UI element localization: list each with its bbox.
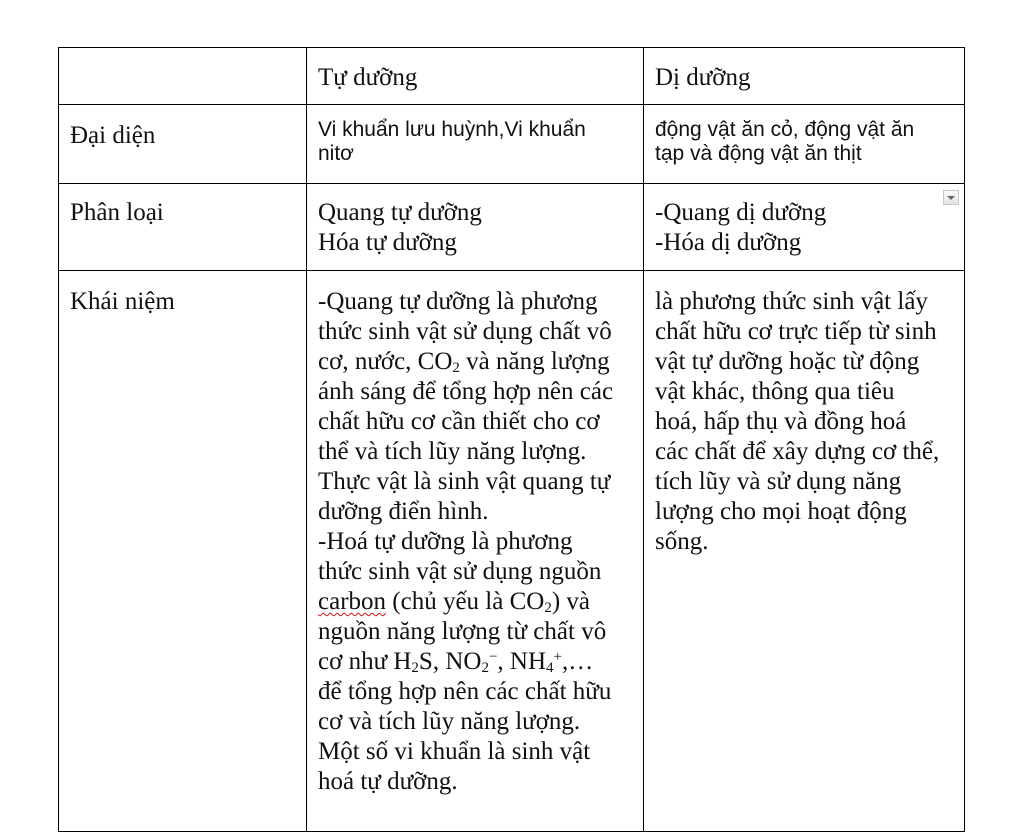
text-line: cơ, nước, $CO_2$ và năng lượng <box>318 348 610 376</box>
text-line: carbon (chủ yếu là $CO_2$) và <box>318 588 590 616</box>
row-label-representative: Đại diện <box>70 122 156 149</box>
header-heterotrophy: Dị dưỡng <box>655 64 751 91</box>
text-line: thức sinh vật sử dụng nguồn <box>318 558 602 585</box>
cell-classification-autotrophy <box>307 184 644 271</box>
spellcheck-word[interactable]: carbon <box>318 588 387 615</box>
header-cell-empty <box>59 48 307 105</box>
text-line: vật tự dưỡng hoặc từ động <box>655 348 920 375</box>
text-line: dưỡng điển hình. <box>318 498 489 525</box>
text-line: ánh sáng để tổng hợp nên các <box>318 378 614 405</box>
text-line: -Quang tự dưỡng là phương <box>318 288 598 315</box>
text-line: tạp và động vật ăn thịt <box>655 142 862 165</box>
table-row-classification <box>59 184 965 271</box>
text-line: Quang tự dưỡng <box>318 199 482 226</box>
text-line: nitơ <box>318 142 354 165</box>
text-line: Thực vật là sinh vật quang tự <box>318 468 611 495</box>
text-line: chất hữu cơ cần thiết cho cơ <box>318 408 600 435</box>
text-line: Hóa tự dưỡng <box>318 229 457 256</box>
text-line: tích lũy và sử dụng năng <box>655 468 902 495</box>
text-line: chất hữu cơ trực tiếp từ sinh <box>655 318 937 345</box>
text-line: -Hóa dị dưỡng <box>655 229 802 256</box>
header-autotrophy: Tự dưỡng <box>318 64 418 91</box>
text-line: để tổng hợp nên các chất hữu <box>318 678 612 705</box>
text-line: lượng cho mọi hoạt động <box>655 498 907 525</box>
cell-classification-heterotrophy <box>644 184 965 271</box>
text-line: nguồn năng lượng từ chất vô <box>318 618 607 645</box>
text-line: sống. <box>655 528 709 555</box>
chevron-down-icon[interactable] <box>943 190 959 205</box>
table-row-header <box>59 48 965 105</box>
table-row-concept <box>59 271 965 832</box>
text-line: là phương thức sinh vật lấy <box>655 288 928 315</box>
cell-concept-heterotrophy <box>644 271 965 832</box>
label-cell-concept <box>59 271 307 832</box>
text-line: Vi khuẩn lưu huỳnh,Vi khuẩn <box>318 118 586 141</box>
cell-representative-heterotrophy <box>644 105 965 184</box>
text-line: thể và tích lũy năng lượng. <box>318 438 587 465</box>
row-label-classification: Phân loại <box>70 199 164 226</box>
text-line: thức sinh vật sử dụng chất vô <box>318 318 612 345</box>
row-label-concept: Khái niệm <box>70 288 175 315</box>
label-cell-representative <box>59 105 307 184</box>
text-line: vật khác, thông qua tiêu <box>655 378 895 405</box>
text-line: cơ như $H_2S$, $NO_2^-$, $NH_4^+,\dots$ <box>318 648 594 676</box>
label-cell-classification <box>59 184 307 271</box>
text-line: cơ và tích lũy năng lượng. <box>318 708 581 735</box>
text-line: hoá tự dưỡng. <box>318 768 458 795</box>
text-line: động vật ăn cỏ, động vật ăn <box>655 118 915 141</box>
text-line: các chất để xây dựng cơ thể, <box>655 438 940 465</box>
text-line: -Quang dị dưỡng <box>655 199 827 226</box>
cell-concept-autotrophy <box>307 271 644 832</box>
comparison-table <box>58 47 965 832</box>
table-row-representative <box>59 105 965 184</box>
text-line: hoá, hấp thụ và đồng hoá <box>655 408 907 435</box>
cell-representative-autotrophy <box>307 105 644 184</box>
header-cell-autotrophy <box>307 48 644 105</box>
header-cell-heterotrophy <box>644 48 965 105</box>
text-line: -Hoá tự dưỡng là phương <box>318 528 573 555</box>
text-line: Một số vi khuẩn là sinh vật <box>318 738 591 765</box>
